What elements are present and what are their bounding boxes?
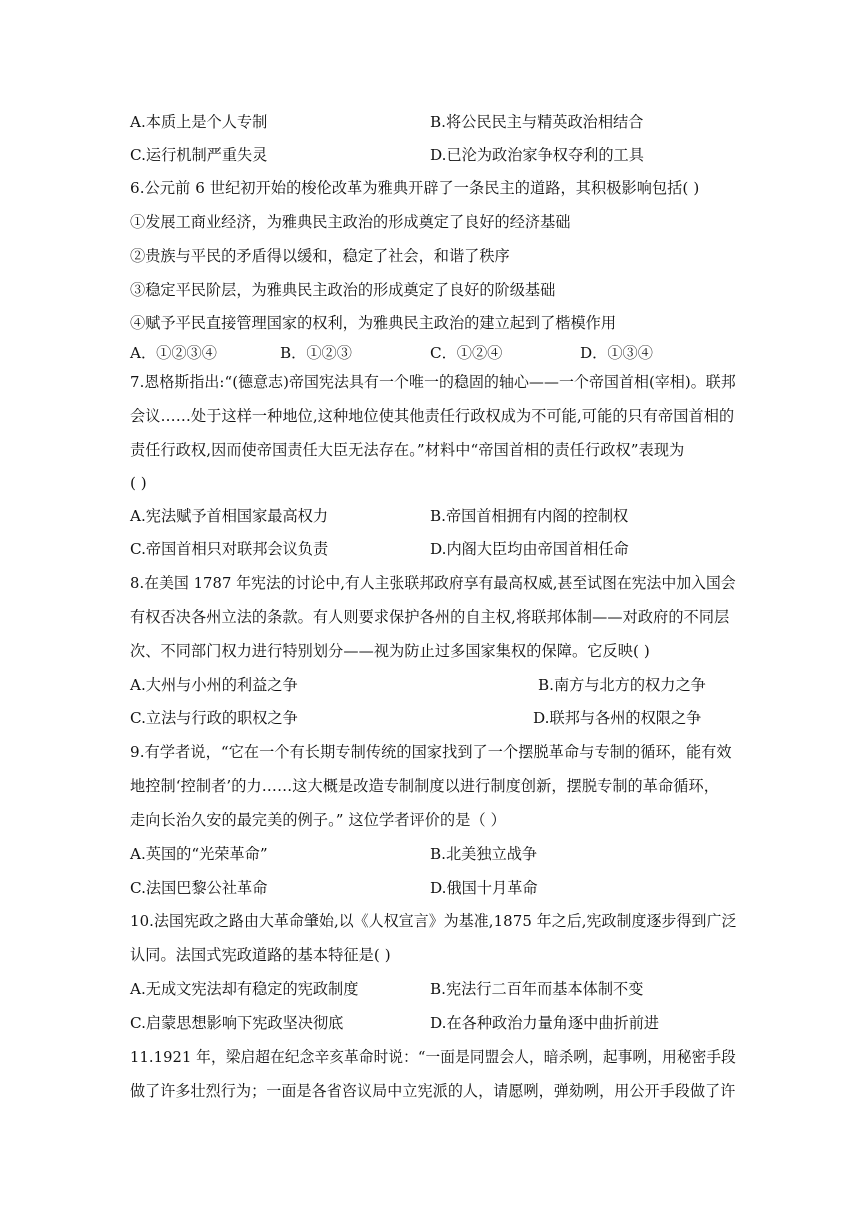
q6-item-3: ③稳定平民阶层，为雅典民主政治的形成奠定了良好的阶级基础 (130, 281, 556, 299)
q10-option-d: D.在各种政治力量角逐中曲折前进 (430, 1014, 660, 1032)
q9-option-c: C.法国巴黎公社革命 (130, 879, 268, 897)
q5-option-a: A.本质上是个人专制 (130, 113, 268, 131)
q7-line-3: 责任行政权,因而使帝国责任大臣无法存在。”材料中“帝国首相的责任行政权”表现为 (130, 441, 685, 459)
q8-line-2: 有权否决各州立法的条款。有人则要求保护各州的自主权,将联邦体制——对政府的不同层 (130, 608, 730, 626)
q6-stem: 6.公元前 6 世纪初开始的梭伦改革为雅典开辟了一条民主的道路，其积极影响包括( ) (130, 179, 700, 197)
q7-line-2: 会议……处于这样一种地位,这种地位使其他责任行政权成为不可能,可能的只有帝国首相的 (130, 407, 735, 425)
q7-option-b: B.帝国首相拥有内阁的控制权 (430, 507, 629, 525)
q6-option-b: B．①②③ (280, 344, 352, 362)
q6-option-a: A．①②③④ (130, 344, 217, 362)
q10-line-2: 认同。法国式宪政道路的基本特征是( ) (130, 946, 391, 964)
q7-option-c: C.帝国首相只对联邦会议负责 (130, 540, 329, 558)
q11-line-1: 11.1921 年，梁启超在纪念辛亥革命时说：“一面是同盟会人，暗杀咧，起事咧，用秘密手段 (130, 1048, 736, 1066)
q10-line-1: 10.法国宪政之路由大革命肇始,以《人权宣言》为基准,1875 年之后,宪政制度逐步得到广泛 (130, 912, 737, 930)
q7-option-a: A.宪法赋予首相国家最高权力 (130, 507, 329, 525)
q8-option-d: D.联邦与各州的权限之争 (533, 709, 702, 727)
q6-option-d: D．①③④ (580, 344, 653, 362)
q7-line-1: 7.恩格斯指出:“(德意志)帝国宪法具有一个唯一的稳固的轴心——一个帝国首相(宰相)。联邦 (130, 373, 736, 391)
q8-option-b: B.南方与北方的权力之争 (538, 676, 706, 694)
q5-option-c: C.运行机制严重失灵 (130, 146, 268, 164)
q5-option-d: D.已沦为政治家争权夺利的工具 (430, 146, 644, 164)
q7-option-d: D.内阁大臣均由帝国首相任命 (430, 540, 629, 558)
q10-option-b: B.宪法行二百年而基本体制不变 (430, 980, 644, 998)
q9-line-2: 地控制‘控制者’的力……这大概是改造专制制度以进行制度创新，摆脱专制的革命循环， (130, 777, 720, 795)
q7-answer-blank: ( ) (130, 474, 147, 492)
q8-option-c: C.立法与行政的职权之争 (130, 709, 298, 727)
q8-line-3: 次、不同部门权力进行特别划分——视为防止过多国家集权的保障。它反映( ) (130, 642, 650, 660)
q9-line-1: 9.有学者说，“它在一个有长期专制传统的国家找到了一个摆脱革命与专制的循环，能有效 (130, 743, 732, 761)
q9-line-3: 走向长治久安的最完美的例子。” 这位学者评价的是（ ） (130, 811, 506, 829)
q9-option-a: A.英国的“光荣革命” (130, 845, 268, 863)
q5-option-b: B.将公民民主与精英政治相结合 (430, 113, 644, 131)
q10-option-a: A.无成文宪法却有稳定的宪政制度 (130, 980, 359, 998)
q9-option-b: B.北美独立战争 (430, 845, 538, 863)
q6-item-2: ②贵族与平民的矛盾得以缓和，稳定了社会，和谐了秩序 (130, 247, 510, 265)
q9-option-d: D.俄国十月革命 (430, 879, 538, 897)
q6-item-4: ④赋予平民直接管理国家的权利，为雅典民主政治的建立起到了楷模作用 (130, 314, 616, 332)
q6-item-1: ①发展工商业经济，为雅典民主政治的形成奠定了良好的经济基础 (130, 213, 571, 231)
q8-line-1: 8.在美国 1787 年宪法的讨论中,有人主张联邦政府享有最高权威,甚至试图在宪法中加入国会 (130, 574, 736, 592)
q11-line-2: 做了许多壮烈行为；一面是各省咨议局中立宪派的人，请愿咧，弹劾咧，用公开手段做了许 (130, 1082, 736, 1100)
q8-option-a: A.大州与小州的利益之争 (130, 676, 298, 694)
q6-option-c: C．①②④ (430, 344, 503, 362)
q10-option-c: C.启蒙思想影响下宪政坚决彻底 (130, 1014, 344, 1032)
